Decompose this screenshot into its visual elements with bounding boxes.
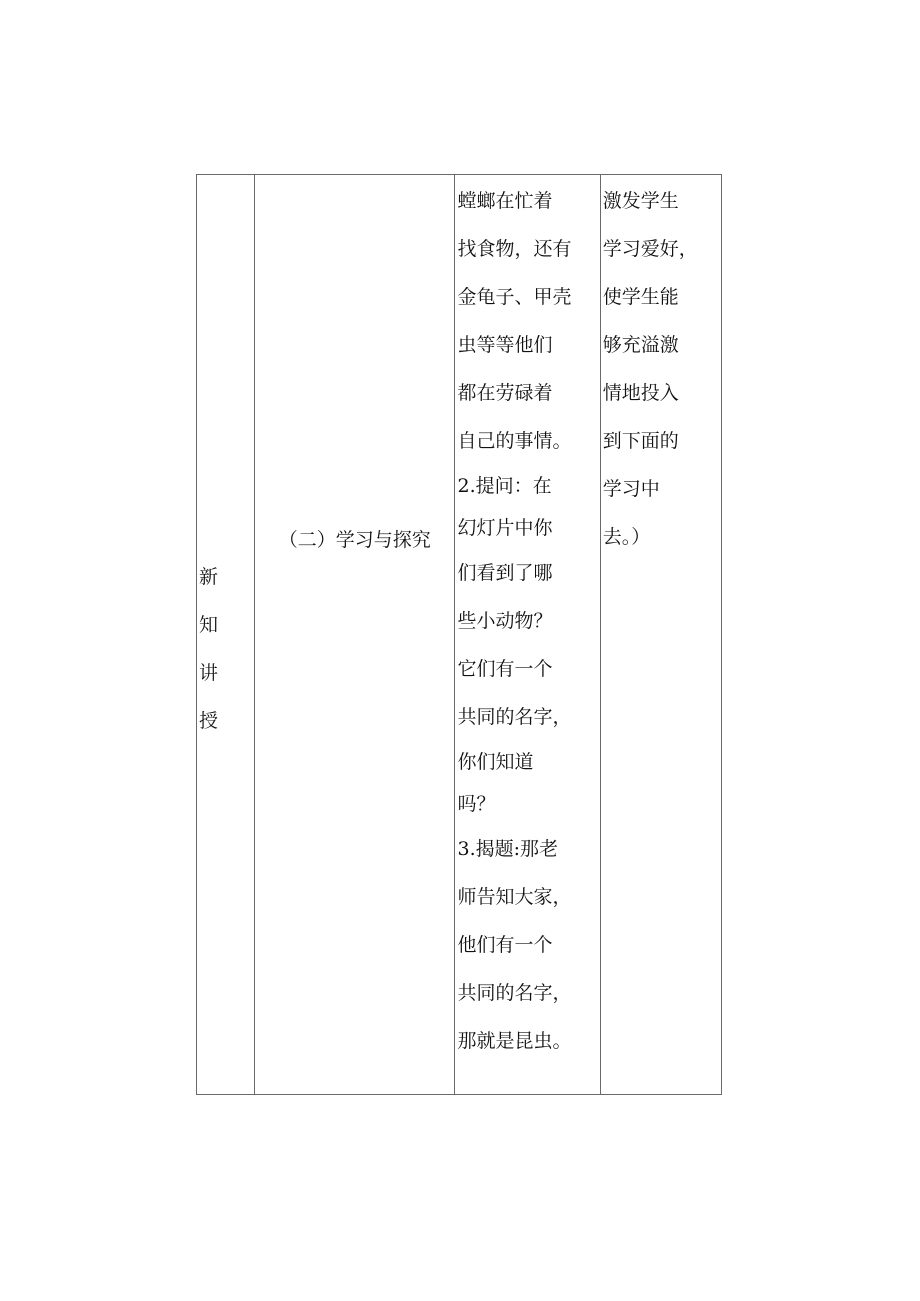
text-line: 些小动物？ [457, 610, 553, 632]
text-line: 都在劳碌着 [457, 382, 553, 404]
text-line: 那就是昆虫。 [457, 1030, 572, 1052]
teacher-activity-text [455, 175, 599, 1065]
text-line: 金龟子、甲壳 [457, 286, 572, 308]
text-line: 虫等等他们 [457, 334, 553, 356]
text-line: 共同的名字， [457, 706, 572, 728]
stage-char: 新 [199, 565, 219, 588]
text-line: 自己的事情。 [457, 430, 572, 452]
text-line: 们看到了哪 [457, 562, 553, 584]
text-line: 激发学生 [602, 190, 679, 212]
text-line: 到下面的 [602, 430, 679, 452]
teaching-link-cell [255, 175, 455, 1095]
text-line: 找食物，还有 [457, 238, 572, 260]
stage-cell [197, 175, 255, 1095]
text-line: 螳螂在忙着 [457, 190, 553, 212]
text-line: 情地投入 [602, 382, 679, 404]
text-line: 共同的名字， [457, 982, 572, 1004]
text-line: 它们有一个 [457, 658, 553, 680]
text-line: 学习爱好， [602, 238, 698, 260]
stage-char: 讲 [199, 661, 219, 684]
text-line: 去。） [602, 526, 651, 548]
lesson-plan-table [196, 174, 722, 1095]
text-line: 2.提问：在 [457, 475, 552, 497]
text-line: 他们有一个 [457, 934, 553, 956]
design-intent-cell [600, 175, 721, 1095]
text-line: 师告知大家， [457, 886, 572, 908]
text-line: 使学生能 [602, 286, 679, 308]
teaching-link-label: （二）学习与探究 [278, 528, 431, 551]
design-intent-text [601, 175, 721, 561]
stage-char: 授 [199, 709, 219, 732]
text-line: 学习中 [602, 478, 660, 500]
text-line: 你们知道 [457, 751, 534, 773]
stage-text [197, 553, 254, 745]
text-line: 够充溢激 [602, 334, 679, 356]
stage-char: 知 [199, 613, 219, 636]
text-line: 幻灯片中你 [457, 517, 553, 539]
table-row [197, 175, 722, 1095]
teacher-activity-cell [455, 175, 600, 1095]
text-line: 3.揭题:那老 [457, 838, 559, 860]
text-line: 吗？ [457, 793, 496, 815]
